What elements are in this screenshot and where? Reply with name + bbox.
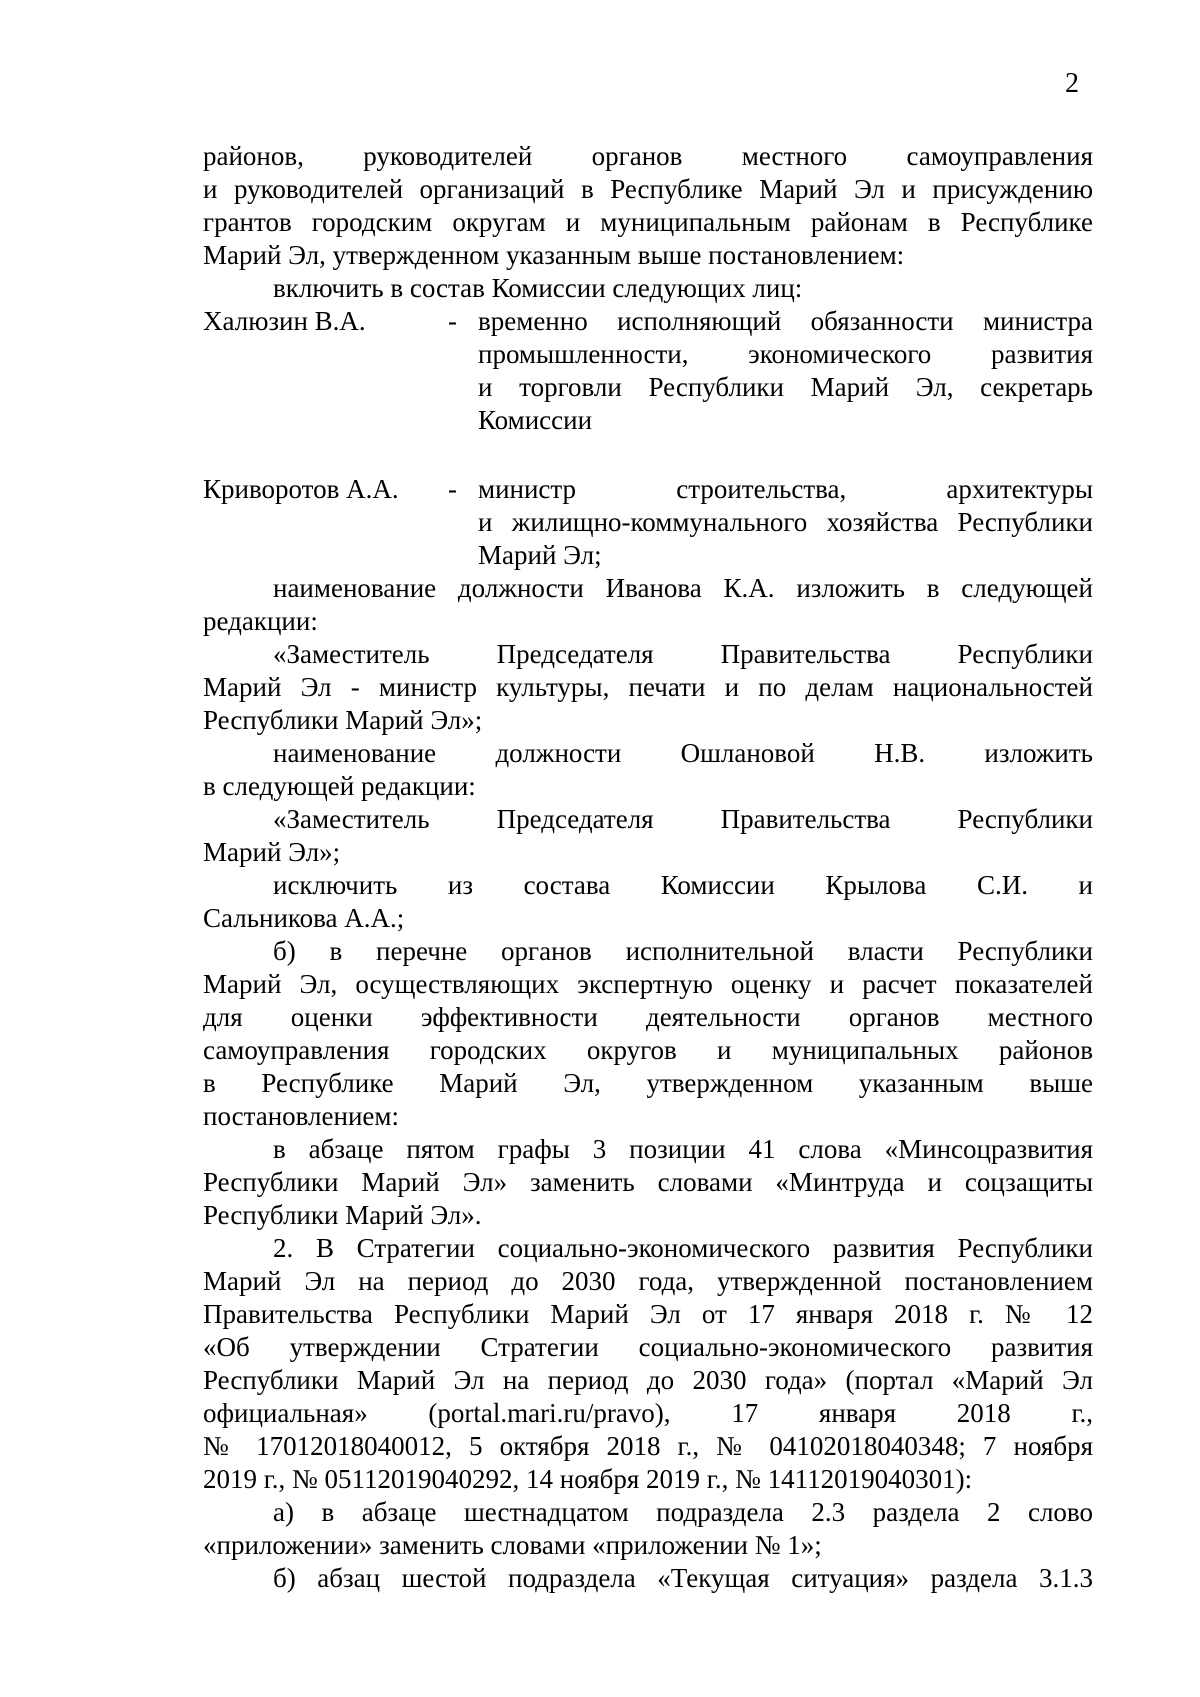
text-line: временно исполняющий обязанности министра (478, 306, 1093, 336)
text-line: в абзаце пятом графы 3 позиции 41 слова «Минсоцразвития (273, 1134, 1093, 1164)
text-line: Правительства Республики Марий Эл от 17 января 2018 г. № 12 (203, 1299, 1093, 1329)
text-line: редакции: (203, 606, 318, 636)
text-line: постановлением: (203, 1101, 399, 1131)
member-position (478, 473, 1093, 572)
page-number: 2 (1065, 68, 1079, 99)
member-name: Халюзин В.А. (203, 306, 366, 336)
text-line: для оценки эффективности деятельности органов местного (203, 1002, 1093, 1032)
member-dash: - (448, 306, 457, 336)
text-line: в Республике Марий Эл, утвержденном указанным выше (203, 1068, 1093, 1098)
text-line: Марий Эл; (478, 540, 602, 570)
text-line: Марий Эл, утвержденном указанным выше постановлением: (203, 240, 905, 270)
text-line: грантов городским округам и муниципальным районам в Республике (203, 207, 1093, 237)
text-line: 2019 г., № 05112019040292, 14 ноября 2019 г., № 14112019040301): (203, 1464, 973, 1494)
text-line: Республики Марий Эл»; (203, 705, 483, 735)
text-line: в следующей редакции: (203, 771, 476, 801)
text-line: «Об утверждении Стратегии социально-экономического развития (203, 1332, 1093, 1362)
text-line: и торговли Республики Марий Эл, секретарь (478, 372, 1093, 402)
text-line: б) абзац шестой подраздела «Текущая ситуация» раздела 3.1.3 (273, 1563, 1093, 1593)
text-line: Марий Эл, осуществляющих экспертную оценку и расчет показателей (203, 969, 1093, 999)
text-line: промышленности, экономического развития (478, 339, 1093, 369)
text-line: министр строительства, архитектуры (478, 474, 1093, 504)
text-line: исключить из состава Комиссии Крылова С.И. и (273, 870, 1093, 900)
text-line: самоуправления городских округов и муниципальных районов (203, 1035, 1093, 1065)
member-name: Криворотов А.А. (203, 474, 399, 504)
text-line: и жилищно-коммунального хозяйства Республики (478, 507, 1093, 537)
commission-member (203, 473, 1093, 572)
text-line: Марий Эл - министр культуры, печати и по делам национальностей (203, 672, 1093, 702)
text-line: включить в состав Комиссии следующих лиц: (273, 273, 803, 303)
text-line: Республики Марий Эл» заменить словами «Минтруда и соцзащиты (203, 1167, 1093, 1197)
text-line: официальная» (portal.mari.ru/pravo), 17 января 2018 г., (203, 1398, 1093, 1428)
member-dash: - (448, 474, 457, 504)
text-line: «Заместитель Председателя Правительства Республики (273, 804, 1093, 834)
text-line: 2. В Стратегии социально-экономического развития Республики (273, 1233, 1093, 1263)
text-line: и руководителей организаций в Республике Марий Эл и присуждению (203, 174, 1093, 204)
text-line: Комиссии (478, 405, 593, 435)
document-body (203, 140, 1093, 1595)
member-position (478, 305, 1093, 437)
text-line: «приложении» заменить словами «приложении № 1»; (203, 1530, 822, 1560)
text-line: б) в перечне органов исполнительной власти Республики (273, 936, 1093, 966)
text-line: Республики Марий Эл». (203, 1200, 482, 1230)
text-line: а) в абзаце шестнадцатом подраздела 2.3 раздела 2 слово (273, 1497, 1093, 1527)
text-line: Сальникова А.А.; (203, 903, 405, 933)
text-line: Марий Эл на период до 2030 года, утвержденной постановлением (203, 1266, 1093, 1296)
text-line: № 17012018040012, 5 октября 2018 г., № 04102018040348; 7 ноября (203, 1431, 1093, 1461)
text-line: Республики Марий Эл на период до 2030 года» (портал «Марий Эл (203, 1365, 1093, 1395)
text-line: районов, руководителей органов местного самоуправления (203, 141, 1093, 171)
text-line: наименование должности Иванова К.А. изложить в следующей (273, 573, 1093, 603)
text-line: «Заместитель Председателя Правительства Республики (273, 639, 1093, 669)
commission-member (203, 305, 1093, 437)
text-line: наименование должности Ошлановой Н.В. изложить (273, 738, 1093, 768)
text-line: Марий Эл»; (203, 837, 341, 867)
